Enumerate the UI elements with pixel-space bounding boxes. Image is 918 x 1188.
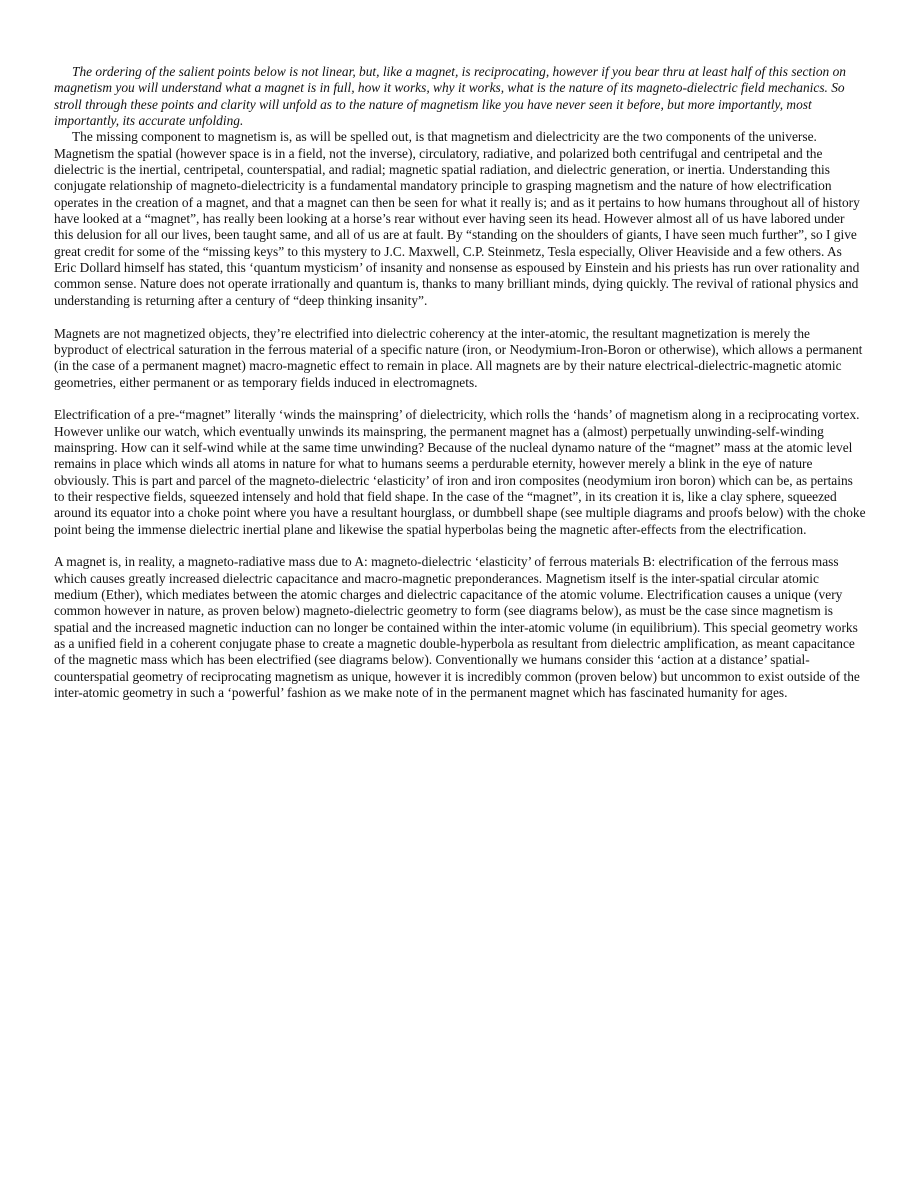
body-paragraph-electrification: Electrification of a pre-“magnet” literally ‘winds the mainspring’ of dielectricity, which rolls the ‘hands’ of magnetism along in a reciprocating vortex. However unlike our watch, which eventually unwinds its mainspring, the permanent magnet has a (almost) perpetually unwinding-self-winding mainspring. How can it self-wind while at the same time unwinding? Because of the nucleal dynamo nature of the “magnet” mass at the atomic level remains in place which winds all atoms in nature for what to humans seems a perdurable eternity, however merely a blink in the eye of nature obviously. This is part and parcel of the magneto-dielectric ‘elasticity’ of iron and iron composites (neodymium iron boron) which can be, as pertains to their respective fields, squeezed intensely and hold that field shape. In the case of the “magnet”, in its creation it is, like a clay sphere, squeezed around its equator into a choke point where you have a resultant hourglass, or dumbbell shape (see multiple diagrams and proofs below) with the choke point being the immense dielectric inertial plane and likewise the spatial hyperbolas being the magnetic after-effects from the electrification.: [54, 407, 866, 537]
body-paragraph-magnets-not-magnetized: Magnets are not magnetized objects, they’re electrified into dielectric coherency at the inter-atomic, the resultant magnetization is merely the byproduct of electrical saturation in the ferrous material of a specific nature (iron, or Neodymium-Iron-Boron or otherwise), which allows a permanent (in the case of a permanent magnet) macro-magnetic effect to remain in place. All magnets are by their nature electrical-dielectric-magnetic atomic geometries, either permanent or as temporary fields induced in electromagnets.: [54, 325, 863, 390]
intro-paragraph: The ordering of the salient points below is not linear, but, like a magnet, is reciprocating, however if you bear thru at least half of this section on magnetism you will understand what a magnet is in full, how it works, why it works, what is the nature of its magneto-dielectric field mechanics. So stroll through these points and clarity will unfold as to the nature of magnetism like you have never seen it before, but more importantly, most importantly, its accurate unfolding.: [54, 64, 846, 129]
body-paragraph-magnet-definition: A magnet is, in reality, a magneto-radiative mass due to A: magneto-dielectric ‘elasticity’ of ferrous materials B: electrification of the ferrous mass which causes greatly increased dielectric capacitance and macro-magnetic preponderances. Magnetism itself is the inter-spatial circular atomic medium (Ether), which mediates between the atomic charges and dielectric capacitance of the atomic volume. Electrification causes a unique (very common however in nature, as proven below) magneto-dielectric geometry to form (see diagrams below), as must be the case since magnetism is spatial and the increased magnetic induction can no longer be contained within the inter-atomic volume (in equilibrium). This special geometry works as a unified field in a coherent conjugate phase to create a magnetic double-hyperbola as resultant from dielectric amplification, as meant capacitance of the magnetic mass which has been electrified (see diagrams below). Conventionally we humans consider this ‘action at a distance’ spatial-counterspatial geometry of reciprocating magnetism as unique, however it is incredibly common (proven below) but uncommon to exist outside of the inter-atomic geometry in such a ‘powerful’ fashion as we make note of in the permanent magnet which has fascinated humanity for ages.: [54, 554, 860, 701]
document-body: [54, 64, 866, 701]
body-paragraph-missing-component: The missing component to magnetism is, as will be spelled out, is that magnetism and dielectricity are the two components of the universe. Magnetism the spatial (however space is in a field, not the inverse), circulatory, radiative, and polarized both centrifugal and centripetal and the dielectric is the inertial, centripetal, counterspatial, and radial; magnetic spatial radiation, and dielectric generation, or inertia. Understanding this conjugate relationship of magneto-dielectricity is a fundamental mandatory principle to grasping magnetism and the nature of how electrification operates in the creation of a magnet, and that a magnet can then be seen for what it really is; and as it pertains to how humans throughout all of history have looked at a “magnet”, has really been looking at a horse’s rear without ever having seen its head. However almost all of us have labored under this delusion for all our lives, been taught same, and all of us are at fault. By “standing on the shoulders of giants, I have seen much further”, so I give great credit for some of the “missing keys” to this mystery to J.C. Maxwell, C.P. Steinmetz, Tesla especially, Oliver Heaviside and a few others. As Eric Dollard himself has stated, this ‘quantum mysticism’ of insanity and nonsense as espoused by Einstein and his priests has run over rationality and common sense. Nature does not operate irrationally and quantum is, thanks to many brilliant minds, dying quickly. The revival of rational physics and understanding is returning after a century of “deep thinking insanity”.: [54, 129, 860, 308]
